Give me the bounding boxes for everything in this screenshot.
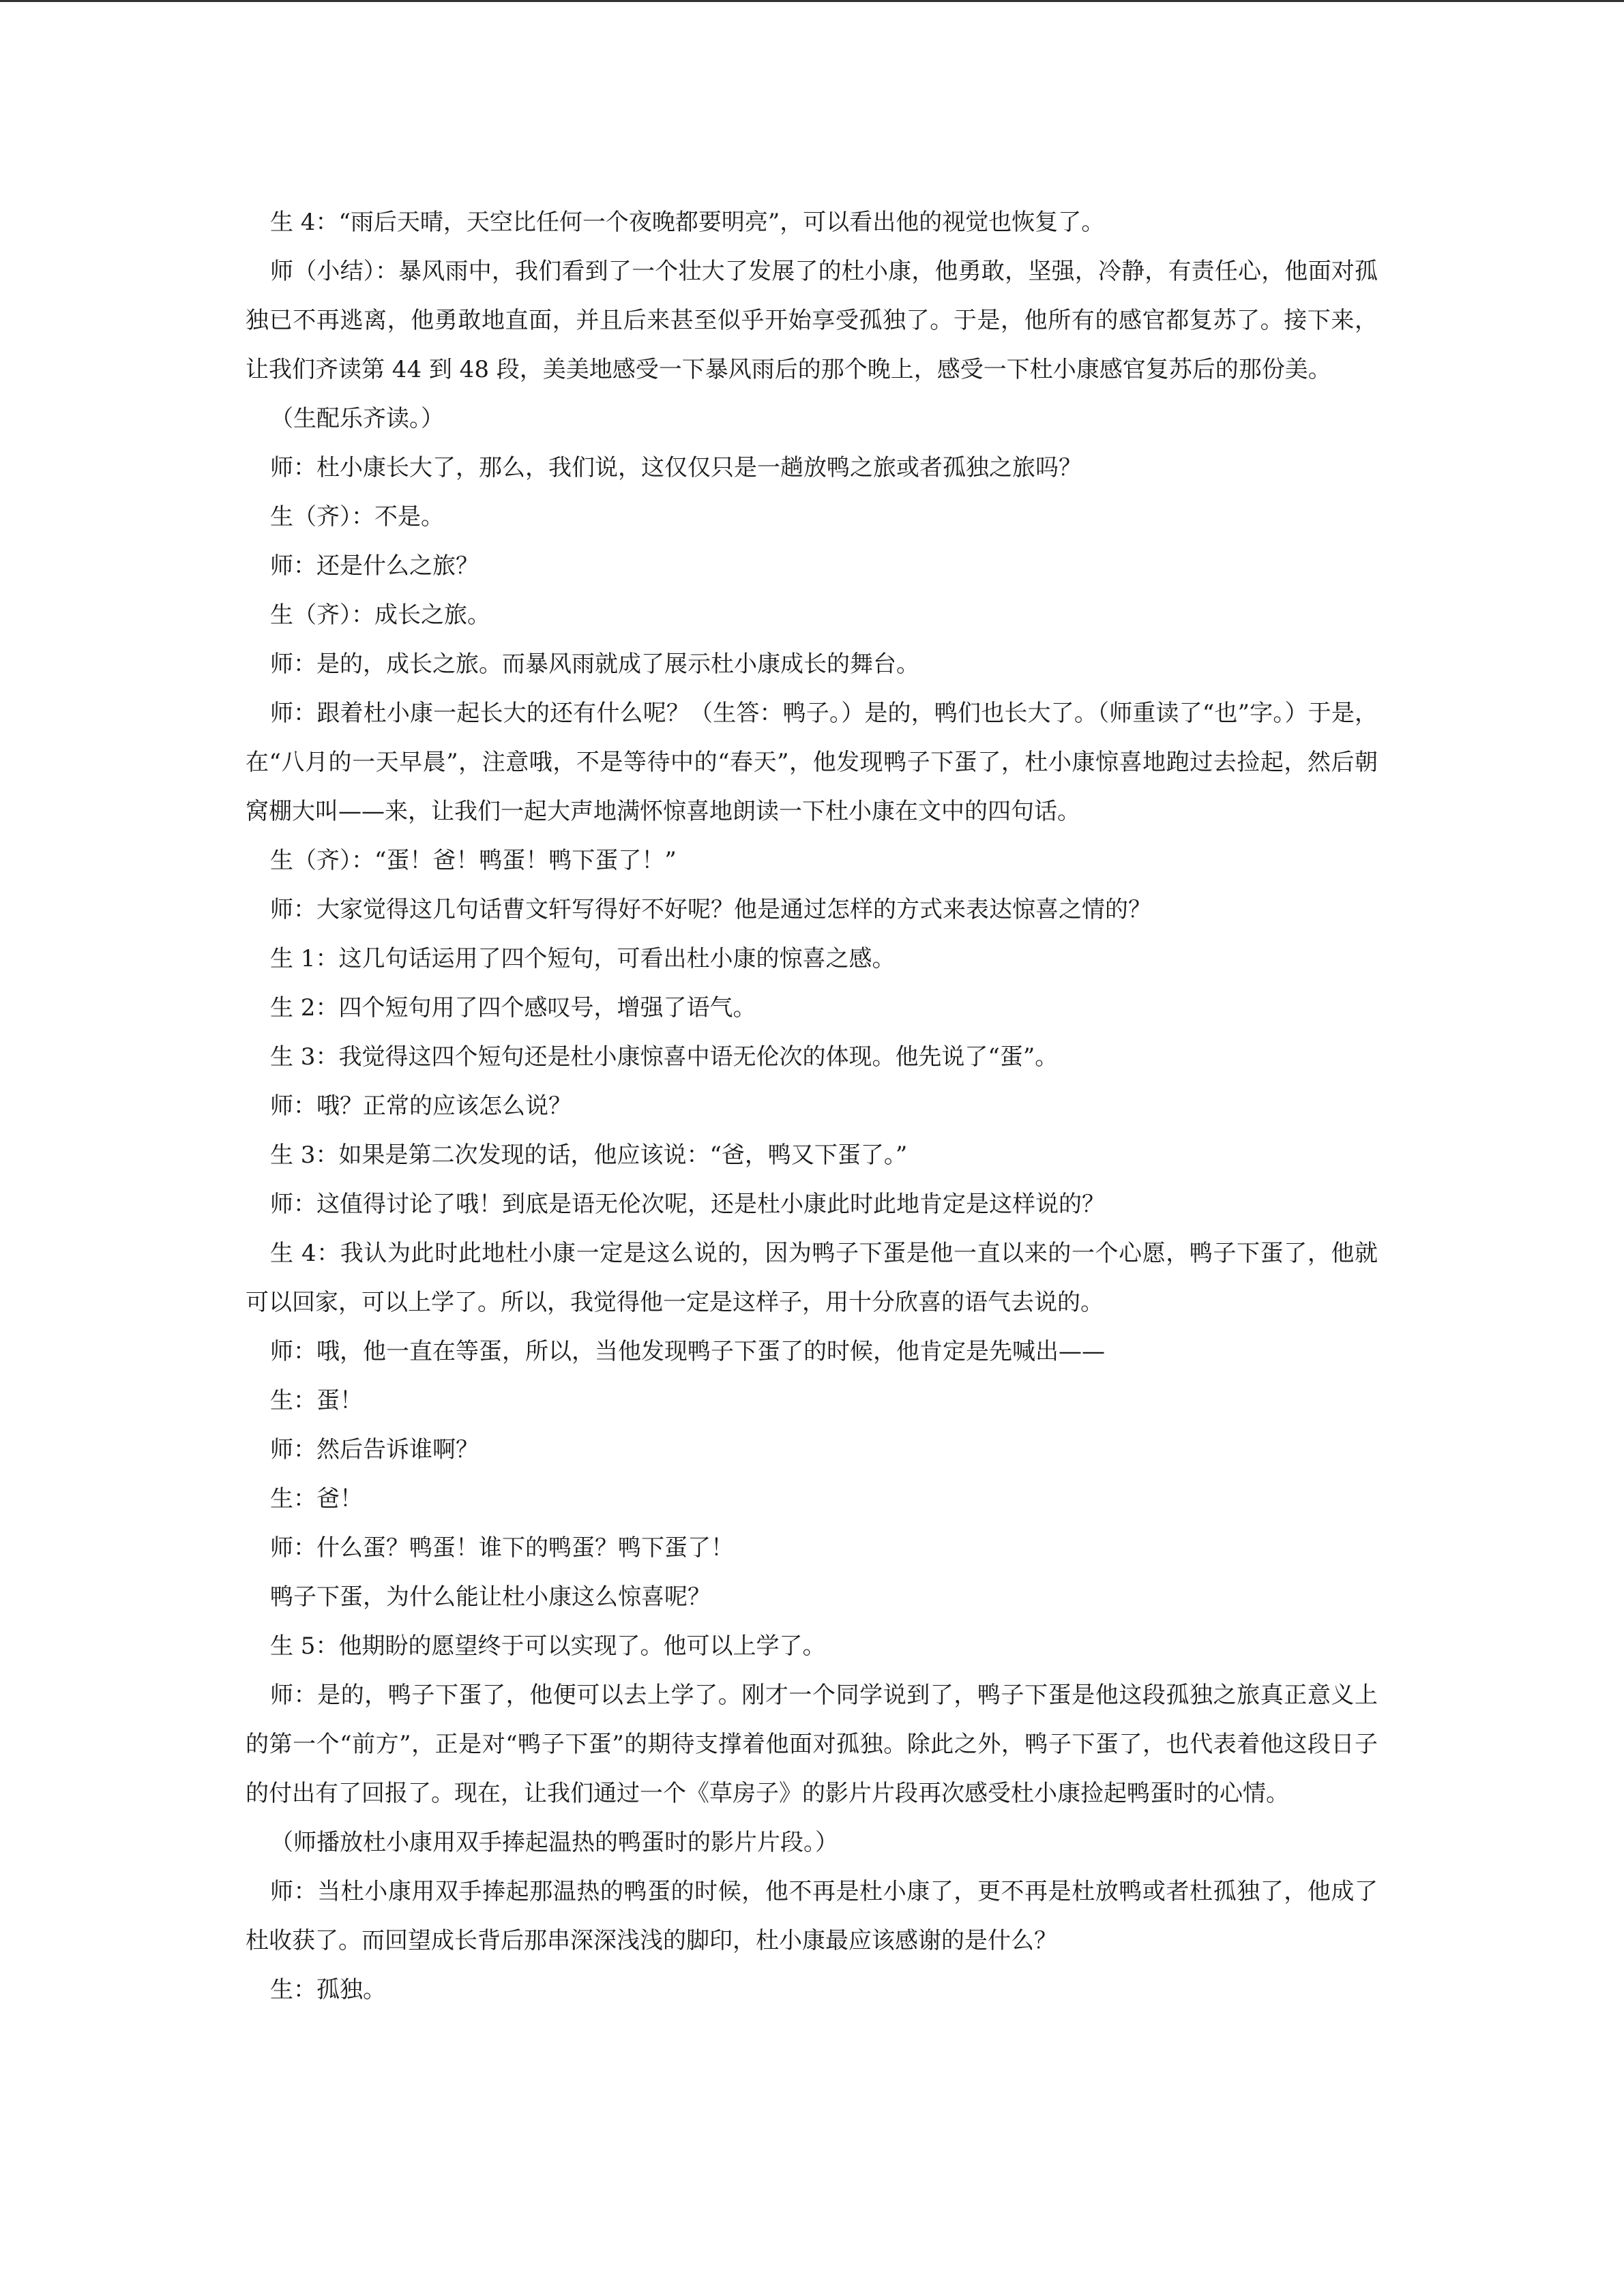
paragraph: 生 4：“雨后天晴，天空比任何一个夜晚都要明亮”，可以看出他的视觉也恢复了。 [270,209,1105,236]
paragraph: 生 1：这几句话运用了四个短句，可看出杜小康的惊喜之感。 [270,945,896,972]
paragraph: 师：哦，他一直在等蛋，所以，当他发现鸭子下蛋了的时候，他肯定是先喊出—— [270,1338,1105,1365]
paragraph: 师：哦？正常的应该怎么说？ [270,1092,572,1120]
paragraph: 鸭子下蛋，为什么能让杜小康这么惊喜呢？ [270,1583,711,1611]
paragraph: 师：还是什么之旅？ [270,552,479,580]
paragraph: 师：然后告诉谁啊？ [270,1436,479,1463]
paragraph: 生：蛋！ [270,1387,363,1414]
paragraph: 生：爸！ [270,1485,363,1512]
paragraph: 生 2：四个短句用了四个感叹号，增强了语气。 [270,994,756,1022]
paragraph: 生：孤独。 [270,1976,386,2003]
top-border-line [0,0,1624,2]
paragraph: 师：是的，鸭子下蛋了，他便可以去上学了。刚才一个同学说到了，鸭子下蛋是他这段孤独之旅真正意义上的第一个“前方”，正是对“鸭子下蛋”的期待支撑着他面对孤独。除此之外，鸭子下蛋了，也代表着他这段日子的付出有了回报了。现在，让我们通过一个《草房子》的影片片段再次感受杜小康捡起鸭蛋时的心情。 [246,1682,1378,1807]
paragraph: 师（小结）：暴风雨中，我们看到了一个壮大了发展了的杜小康，他勇敢，坚强，冷静，有责任心，他面对孤独已不再逃离，他勇敢地直面，并且后来甚至似乎开始享受孤独了。于是，他所有的感官都复苏了。接下来，让我们齐读第 44 到 48 段，美美地感受一下暴风雨后的那个晚上，感受一下杜小康感官复苏后的那份美。 [246,258,1378,383]
paragraph: 师：大家觉得这几句话曹文轩写得好不好呢？他是通过怎样的方式来表达惊喜之情的？ [270,896,1151,923]
paragraph: 师：当杜小康用双手捧起那温热的鸭蛋的时候，他不再是杜小康了，更不再是杜放鸭或者杜孤独了，他成了杜收获了。而回望成长背后那串深深浅浅的脚印，杜小康最应该感谢的是什么？ [246,1878,1378,1954]
paragraph: 生（齐）：“蛋！爸！鸭蛋！鸭下蛋了！” [270,847,677,874]
paragraph: （师播放杜小康用双手捧起温热的鸭蛋时的影片片段。） [270,1829,838,1856]
paragraph: （生配乐齐读。） [270,405,444,432]
paragraph: 生 3：我觉得这四个短句还是杜小康惊喜中语无伦次的体现。他先说了“蛋”。 [270,1043,1059,1071]
paragraph: 生 5：他期盼的愿望终于可以实现了。他可以上学了。 [270,1632,826,1660]
paragraph: 生 3：如果是第二次发现的话，他应该说：“爸，鸭又下蛋了。” [270,1142,908,1169]
paragraph: 师：跟着杜小康一起长大的还有什么呢？（生答：鸭子。）是的，鸭们也长大了。（师重读了“也”字。）于是，在“八月的一天早晨”，注意哦，不是等待中的“春天”，他发现鸭子下蛋了，杜小康惊喜地跑过去捡起，然后朝窝棚大叫——来，让我们一起大声地满怀惊喜地朗读一下杜小康在文中的四句话。 [246,700,1378,825]
paragraph: 师：杜小康长大了，那么，我们说，这仅仅只是一趟放鸭之旅或者孤独之旅吗？ [270,454,1082,481]
paragraph: 师：是的，成长之旅。而暴风雨就成了展示杜小康成长的舞台。 [270,651,919,678]
paragraph: 生（齐）：成长之旅。 [270,601,490,629]
paragraph: 师：这值得讨论了哦！到底是语无伦次呢，还是杜小康此时此地肯定是这样说的？ [270,1191,1105,1218]
paragraph: 生 4：我认为此时此地杜小康一定是这么说的，因为鸭子下蛋是他一直以来的一个心愿，鸭子下蛋了，他就可以回家，可以上学了。所以，我觉得他一定是这样子，用十分欣喜的语气去说的。 [246,1240,1378,1316]
paragraph: 生（齐）：不是。 [270,503,444,531]
paragraph: 师：什么蛋？鸭蛋！谁下的鸭蛋？鸭下蛋了！ [270,1534,734,1562]
document-body [246,198,1378,2014]
